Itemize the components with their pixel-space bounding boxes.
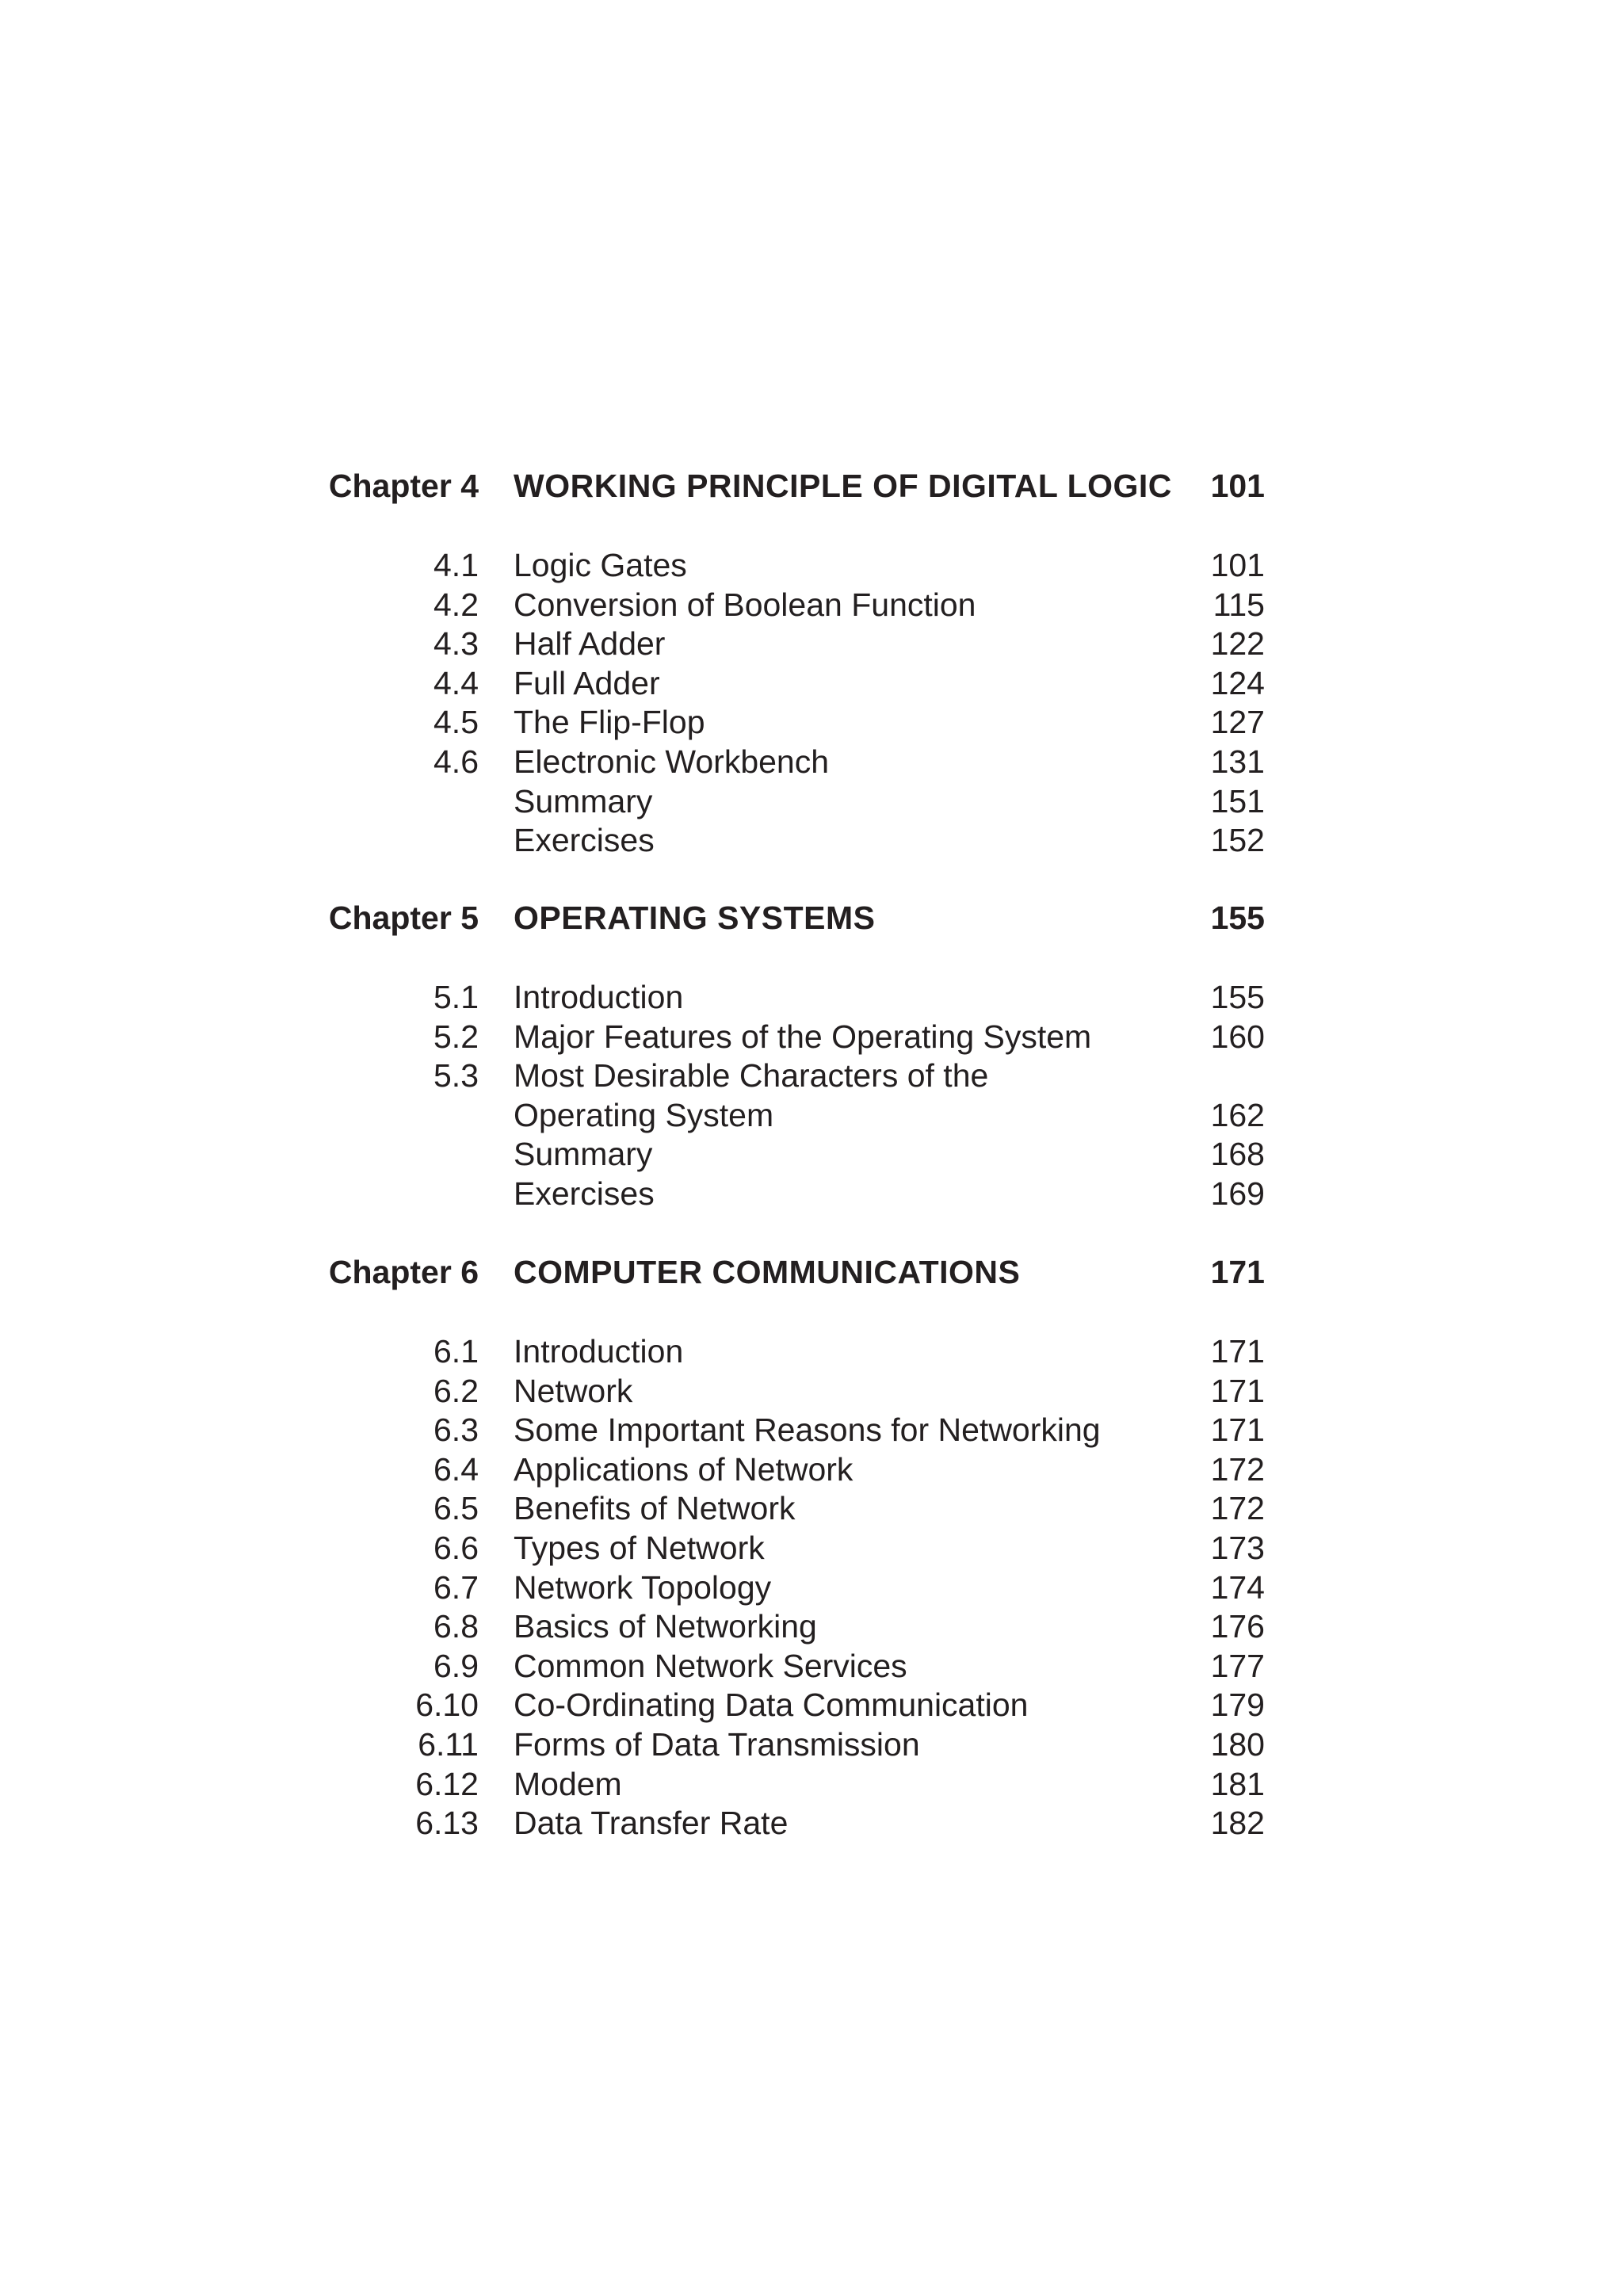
section-page-number: 162 <box>1210 1096 1265 1133</box>
section-page-number: 122 <box>1210 625 1265 663</box>
section-number: 4.3 <box>433 625 479 663</box>
section-page-number: 169 <box>1210 1175 1265 1212</box>
section-number: 5.3 <box>433 1057 479 1095</box>
chapter-heading <box>0 466 1623 506</box>
toc-entry <box>0 1646 1623 1686</box>
toc-entry <box>0 742 1623 781</box>
section-page-number: 168 <box>1210 1136 1265 1173</box>
section-title: Exercises <box>514 822 655 859</box>
section-title: The Flip-Flop <box>514 704 705 741</box>
section-number: 6.4 <box>433 1450 479 1488</box>
section-number: 4.5 <box>433 704 479 741</box>
section-title: Forms of Data Transmission <box>514 1726 920 1763</box>
section-page-number: 124 <box>1210 664 1265 701</box>
section-title: Summary <box>514 782 653 819</box>
section-title: Some Important Reasons for Networking <box>514 1412 1101 1449</box>
section-number: 6.11 <box>418 1726 479 1763</box>
section-page-number: 171 <box>1210 1372 1265 1409</box>
section-page-number: 179 <box>1210 1687 1265 1724</box>
section-page-number: 155 <box>1210 979 1265 1015</box>
section-page-number: 174 <box>1210 1568 1265 1606</box>
toc-entry <box>0 1056 1623 1095</box>
toc-entry <box>0 1331 1623 1371</box>
chapter-heading <box>0 1252 1623 1292</box>
section-title: Half Adder <box>514 625 666 663</box>
section-title: Network Topology <box>514 1568 772 1606</box>
toc-entry <box>0 1606 1623 1646</box>
section-page-number: 127 <box>1210 704 1265 741</box>
section-title: Full Adder <box>514 664 660 701</box>
section-number: 4.4 <box>433 664 479 701</box>
chapter-page-number: 155 <box>1210 900 1265 936</box>
section-number: 5.2 <box>433 1018 479 1055</box>
chapter-title: OPERATING SYSTEMS <box>514 900 876 936</box>
section-page-number: 171 <box>1210 1333 1265 1370</box>
section-number: 6.9 <box>433 1647 479 1684</box>
toc-entry <box>0 1764 1623 1804</box>
section-number: 6.7 <box>433 1568 479 1606</box>
toc-entry <box>0 1371 1623 1411</box>
section-number: 6.1 <box>433 1333 479 1370</box>
section-title: Benefits of Network <box>514 1490 796 1527</box>
chapter-label: Chapter 6 <box>328 1254 479 1290</box>
toc-entry <box>0 1095 1623 1135</box>
section-title: Exercises <box>514 1175 655 1212</box>
section-title: Introduction <box>514 979 684 1015</box>
toc-entry <box>0 1803 1623 1843</box>
section-number: 6.13 <box>415 1805 479 1842</box>
toc-entry <box>0 1174 1623 1213</box>
section-number: 6.5 <box>433 1490 479 1527</box>
section-number: 4.2 <box>433 586 479 623</box>
section-title: Common Network Services <box>514 1647 907 1684</box>
section-title: Modem <box>514 1765 622 1802</box>
section-number: 4.1 <box>433 547 479 583</box>
section-number: 6.10 <box>415 1687 479 1724</box>
section-number: 6.8 <box>433 1608 479 1645</box>
section-page-number: 171 <box>1210 1412 1265 1449</box>
section-title: Network <box>514 1372 633 1409</box>
section-title: Electronic Workbench <box>514 743 830 780</box>
section-title: Applications of Network <box>514 1450 854 1488</box>
toc-entry <box>0 1725 1623 1764</box>
section-title: Operating System <box>514 1096 774 1133</box>
toc-entry <box>0 585 1623 625</box>
section-page-number: 172 <box>1210 1490 1265 1527</box>
section-page-number: 151 <box>1210 782 1265 819</box>
section-title: Data Transfer Rate <box>514 1805 789 1842</box>
toc-entry <box>0 1568 1623 1607</box>
toc-entry <box>0 702 1623 742</box>
section-title: Co-Ordinating Data Communication <box>514 1687 1029 1724</box>
section-title: Types of Network <box>514 1530 765 1566</box>
section-title: Most Desirable Characters of the <box>514 1057 989 1095</box>
section-page-number: 173 <box>1210 1530 1265 1566</box>
toc-entry <box>0 1450 1623 1489</box>
toc-entry <box>0 545 1623 585</box>
section-page-number: 177 <box>1210 1647 1265 1684</box>
section-number: 6.12 <box>415 1765 479 1802</box>
chapter-label: Chapter 5 <box>328 900 479 936</box>
toc-entry <box>0 1134 1623 1174</box>
section-title: Conversion of Boolean Function <box>514 586 976 623</box>
section-number: 6.6 <box>433 1530 479 1566</box>
chapter-heading <box>0 898 1623 938</box>
section-page-number: 182 <box>1210 1805 1265 1842</box>
section-number: 6.2 <box>433 1372 479 1409</box>
chapter-page-number: 171 <box>1210 1254 1265 1290</box>
section-page-number: 101 <box>1210 547 1265 583</box>
section-title: Introduction <box>514 1333 684 1370</box>
toc-entry <box>0 624 1623 663</box>
section-page-number: 180 <box>1210 1726 1265 1763</box>
section-page-number: 172 <box>1210 1450 1265 1488</box>
toc-entry <box>0 977 1623 1017</box>
toc-entry <box>0 820 1623 860</box>
section-page-number: 131 <box>1210 743 1265 780</box>
section-page-number: 152 <box>1210 822 1265 859</box>
toc-entry <box>0 1410 1623 1450</box>
toc-entry <box>0 1488 1623 1528</box>
chapter-title: WORKING PRINCIPLE OF DIGITAL LOGIC <box>514 468 1172 504</box>
section-number: 6.3 <box>433 1412 479 1449</box>
section-title: Basics of Networking <box>514 1608 817 1645</box>
chapter-title: COMPUTER COMMUNICATIONS <box>514 1254 1021 1290</box>
toc-entry <box>0 663 1623 703</box>
toc-entry <box>0 1528 1623 1568</box>
chapter-label: Chapter 4 <box>328 468 479 504</box>
section-title: Logic Gates <box>514 547 687 583</box>
section-title: Major Features of the Operating System <box>514 1018 1092 1055</box>
chapter-page-number: 101 <box>1210 468 1265 504</box>
section-number: 5.1 <box>433 979 479 1015</box>
toc-entry <box>0 781 1623 821</box>
toc-entry <box>0 1017 1623 1056</box>
section-number: 4.6 <box>433 743 479 780</box>
section-page-number: 160 <box>1210 1018 1265 1055</box>
section-page-number: 115 <box>1212 586 1265 623</box>
section-page-number: 181 <box>1210 1765 1265 1802</box>
toc-entry <box>0 1685 1623 1725</box>
section-title: Summary <box>514 1136 653 1173</box>
section-page-number: 176 <box>1210 1608 1265 1645</box>
